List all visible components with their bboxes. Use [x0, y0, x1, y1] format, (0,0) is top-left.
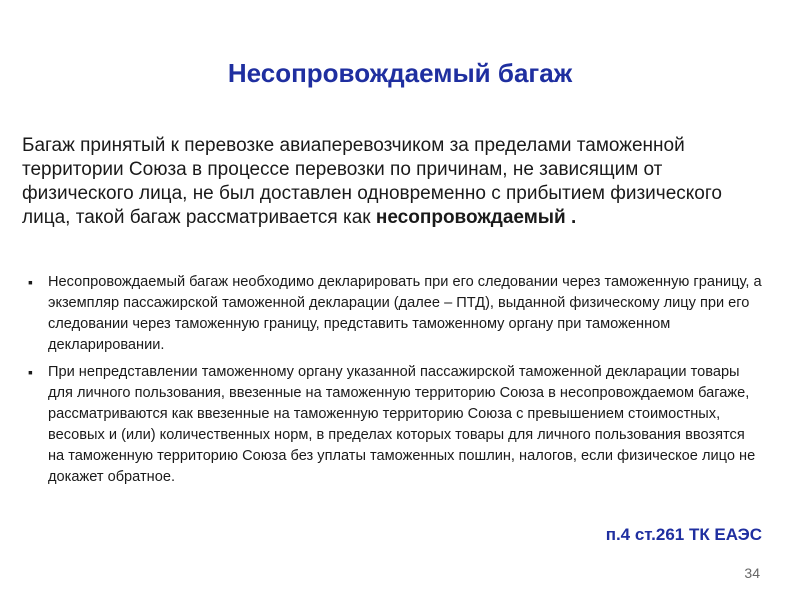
legal-reference: п.4 ст.261 ТК ЕАЭС: [605, 525, 762, 544]
bullet-item: [22, 362, 762, 488]
bullet-list: [22, 272, 762, 494]
slide-title: Несопровождаемый багаж: [227, 58, 573, 88]
bullet-text: Несопровождаемый багаж необходимо декларировать при его следовании через таможенную границу, а экземпляр пассажирской таможенной декларации (далее – ПТД), выданной физическому лицу при его следовании через таможенную границу, представить таможенному органу при таможенном декларировании.: [48, 274, 762, 353]
bullet-square-icon: ▪: [28, 274, 33, 290]
intro-text: Багаж принятый к перевозке авиаперевозчиком за пределами таможенной территории Союза в процессе перевозки по причинам, не зависящим от физического лица, не был доставлен одновременно с прибытием физического лица, такой багаж рассматривается как: [22, 135, 722, 228]
page-number: 34: [744, 565, 760, 581]
bullet-item: [22, 272, 762, 356]
bullet-text: При непредставлении таможенному органу указанной пассажирской таможенной декларации товары для личного пользования, ввезенные на таможенную территорию Союза в несопровождаемом багаже, рассматриваются как ввезенные на таможенную территорию Союза с превышением стоимостных, весовых и (или) количественных норм, в пределах которых товары для личного пользования ввозятся на таможенную территорию Союза без уплаты таможенных пошлин, налогов, если физическое лицо не докажет обратное.: [48, 364, 756, 485]
bullet-square-icon: ▪: [28, 364, 33, 380]
intro-bold-term: несопровождаемый .: [375, 207, 577, 228]
intro-paragraph: [22, 134, 752, 230]
